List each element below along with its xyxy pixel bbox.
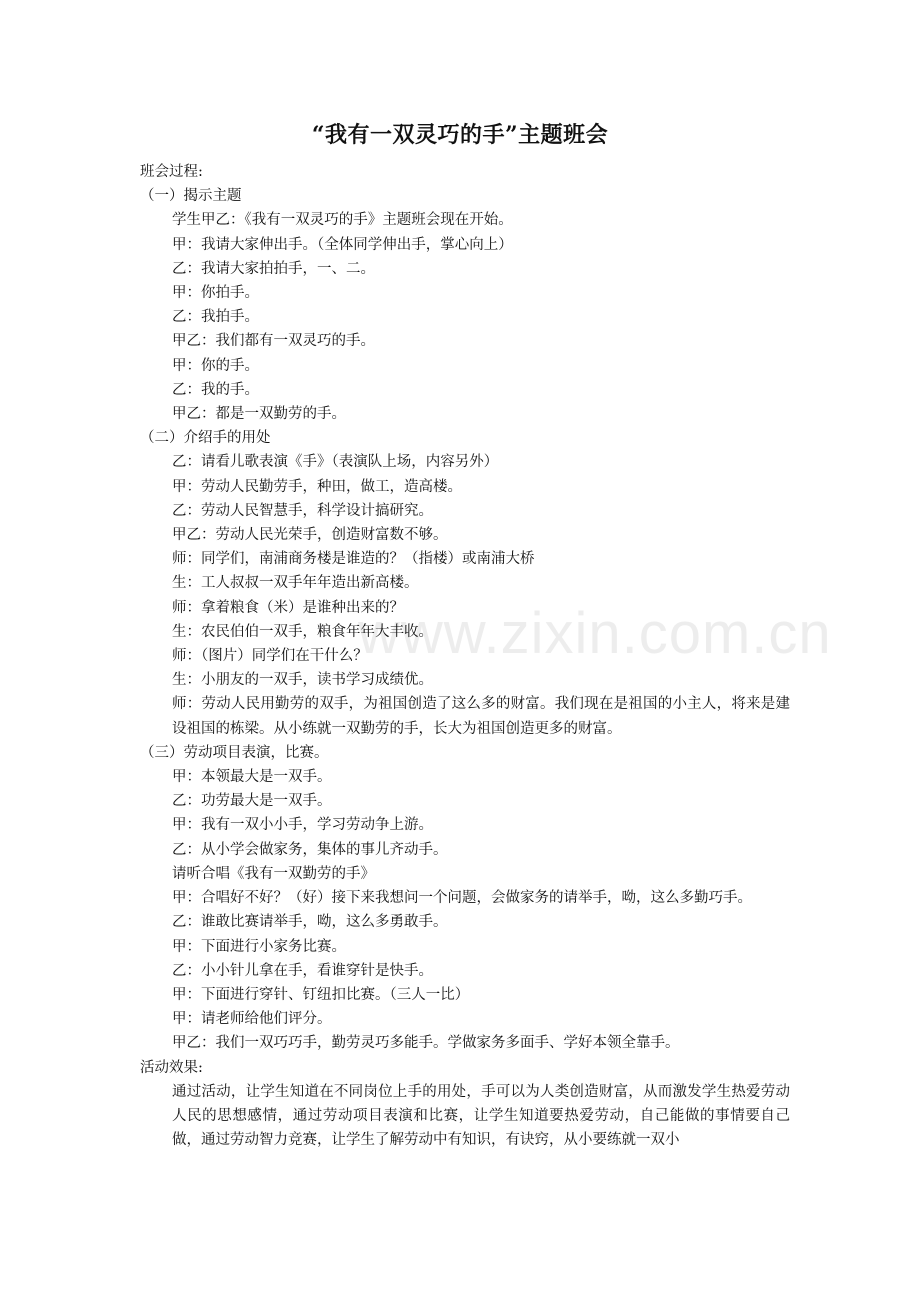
paragraph-line: 甲乙：我们都有一双灵巧的手。	[172, 333, 375, 350]
paragraph-line: 乙：我请大家拍拍手，一、二。	[172, 260, 375, 277]
watermark-text: www.zixin.com.cn	[358, 601, 832, 666]
paragraph-line: 甲乙：我们一双巧巧手，勤劳灵巧多能手。学做家务多面手、学好本领全靠手。	[172, 1035, 680, 1052]
paragraph-line: 甲：你的手。	[172, 357, 259, 374]
paragraph-line: 乙：小小针儿拿在手，看谁穿针是快手。	[172, 962, 433, 979]
paragraph-line: 生：农民伯伯一双手，粮食年年大丰收。	[172, 623, 433, 640]
paragraph-line: 乙：谁敢比赛请举手，呦，这么多勇敢手。	[172, 914, 448, 931]
paragraph-line: 甲：合唱好不好？（好）接下来我想问一个问题，会做家务的请举手，呦，这么多勤巧手。	[172, 890, 752, 907]
paragraph-line: （一）揭示主题	[140, 188, 242, 205]
document-title: “我有一双灵巧的手”主题班会	[311, 122, 609, 148]
paragraph-line: 甲：你拍手。	[172, 285, 259, 302]
paragraph-line: 师：同学们，南浦商务楼是谁造的？（指楼）或南浦大桥	[172, 551, 535, 568]
paragraph-line: 生：小朋友的一双手，读书学习成绩优。	[172, 672, 433, 689]
paragraph-line: 甲乙：劳动人民光荣手，创造财富数不够。	[172, 527, 448, 544]
paragraph-line: 乙：我拍手。	[172, 309, 259, 326]
paragraph-line: 师：拿着粮食（米）是谁种出来的？	[172, 599, 404, 616]
paragraph-line: 师：劳动人民用勤劳的双手，为祖国创造了这么多的财富。我们现在是祖国的小主人，将来是建设祖国的栋梁。从小练就一双勤劳的手，长大为祖国创造更多的财富。	[172, 696, 790, 737]
paragraph-line: 甲：我有一双小小手，学习劳动争上游。	[172, 817, 433, 834]
paragraph-line: 甲：请老师给他们评分。	[172, 1011, 332, 1028]
paragraph-line: 生：工人叔叔一双手年年造出新高楼。	[172, 575, 419, 592]
paragraph-line: 请听合唱《我有一双勤劳的手》	[172, 865, 375, 882]
paragraph-line: 乙：我的手。	[172, 381, 259, 398]
paragraph-line: 甲：下面进行小家务比赛。	[172, 938, 346, 955]
paragraph-line: （三）劳动项目表演，比赛。	[140, 744, 329, 761]
paragraph-line: 活动效果:	[140, 1059, 203, 1076]
paragraph-line: 甲：本领最大是一双手。	[172, 769, 332, 786]
paragraph-line: 师：（图片）同学们在干什么？	[172, 648, 368, 665]
paragraph-line: 乙：从小学会做家务，集体的事儿齐动手。	[172, 841, 448, 858]
paragraph-line: 乙：功劳最大是一双手。	[172, 793, 332, 810]
paragraph-line: 甲：下面进行穿针、钉纽扣比赛。（三人一比）	[172, 986, 470, 1003]
paragraph-line: 甲乙：都是一双勤劳的手。	[172, 406, 346, 423]
paragraph-line: 学生甲乙：《我有一双灵巧的手》主题班会现在开始。	[172, 212, 513, 229]
paragraph-line: 甲：我请大家伸出手。（全体同学伸出手，掌心向上）	[172, 236, 513, 253]
paragraph-line: 乙：请看儿歌表演《手》（表演队上场，内容另外）	[172, 454, 499, 471]
paragraph-line: 甲：劳动人民勤劳手，种田，做工，造高楼。	[172, 478, 462, 495]
paragraph-line: 班会过程:	[140, 164, 203, 180]
paragraph-line: 通过活动，让学生知道在不同岗位上手的用处，手可以为人类创造财富，从而激发学生热爱劳动人民的思想感情，通过劳动项目表演和比赛，让学生知道要热爱劳动，自己能做的事情要自己做，通过劳动智力竞赛，让学生了解劳动中有知识，有诀窍，从小要练就一双小	[172, 1083, 790, 1149]
paragraph-line: （二）介绍手的用处	[140, 430, 271, 447]
document-body	[140, 160, 790, 1152]
paragraph-line: 乙：劳动人民智慧手，科学设计搞研究。	[172, 502, 433, 519]
